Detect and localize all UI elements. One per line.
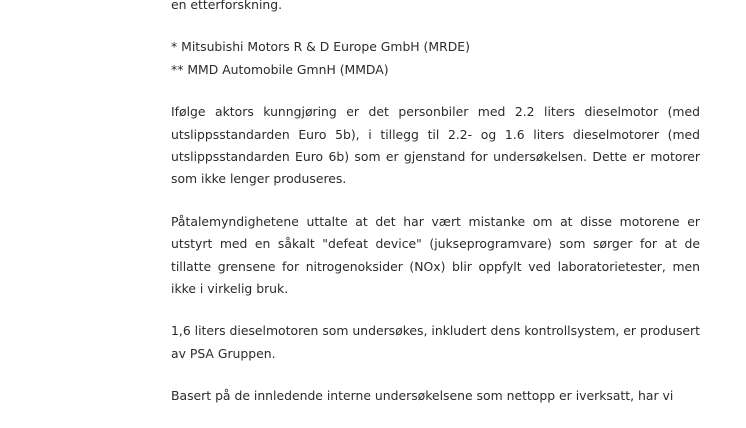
article-body [171,0,700,428]
intro-tail-paragraph: en etterforskning. [171,0,283,12]
engines-paragraph: Ifølge aktors kunngjøring er det personbiler med 2.2 liters dieselmotor (med utslippsstandarden Euro 5b), i tillegg til 2.2- og 1.6 liters dieselmotorer (med utslippsstandarden Euro 6b) som er gjenstand for undersøkelsen. Dette er motorer som ikke lenger produseres. [171,104,700,187]
company-item-mmda: ** MMD Automobile GmnH (MMDA) [171,61,389,77]
psa-engine-paragraph: 1,6 liters dieselmotoren som undersøkes, inkludert dens kontrollsystem, er produsert av PSA Gruppen. [171,323,700,361]
company-item-mrde: * Mitsubishi Motors R & D Europe GmbH (MRDE) [171,39,470,55]
company-list [171,36,700,81]
defeat-device-paragraph: Påtalemyndighetene uttalte at det har vært mistanke om at disse motorene er utstyrt med en såkalt "defeat device" (jukseprogramvare) som sørger for at de tillatte grensene for nitrogenoksider (NOx) blir oppfylt ved laboratorietester, men ikke i virkelig bruk. [171,213,700,297]
investigation-paragraph: Basert på de innledende interne undersøkelsene som nettopp er iverksatt, har vi [171,388,674,404]
